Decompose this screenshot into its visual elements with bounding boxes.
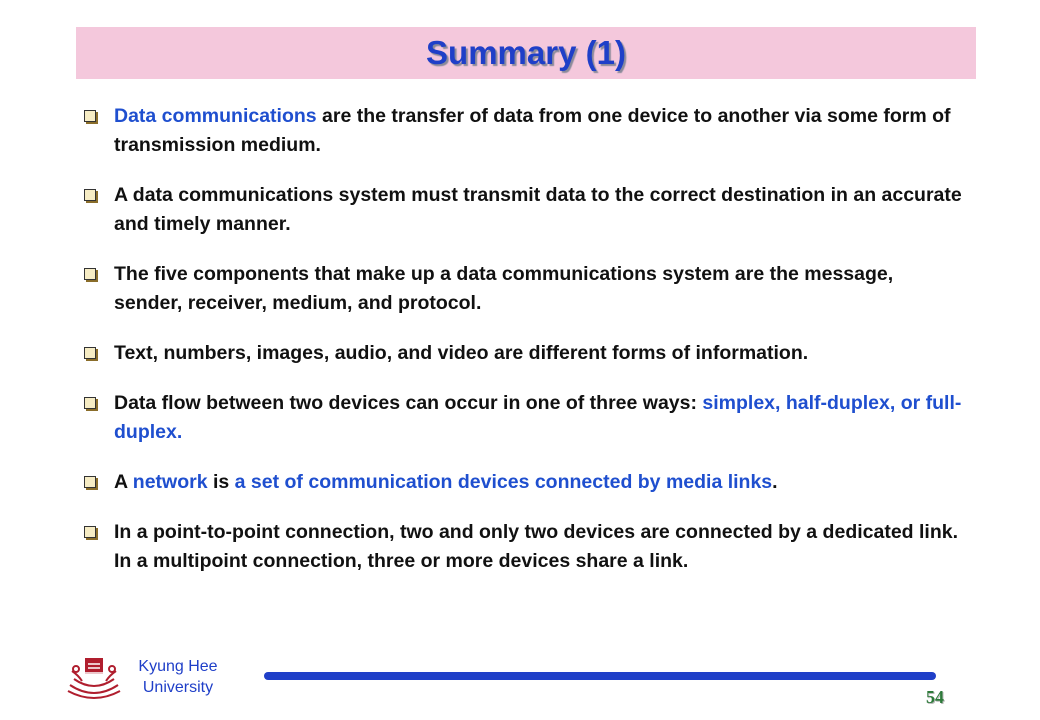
checkbox-bullet-icon xyxy=(84,189,96,201)
university-emblem-icon xyxy=(64,655,124,708)
bullet-text: . xyxy=(772,471,778,493)
bullet-text: The five components that make up a data communications system are the message, sender, receiver, medium, and protocol. xyxy=(114,263,894,314)
checkbox-bullet-icon xyxy=(84,268,96,280)
slide-title: Summary (1) xyxy=(426,34,626,71)
footer-divider xyxy=(264,672,936,680)
bullet-text: Text, numbers, images, audio, and video are different forms of information. xyxy=(114,342,809,364)
highlighted-term: Data communications xyxy=(114,105,317,127)
checkbox-bullet-icon xyxy=(84,526,96,538)
title-bar xyxy=(76,27,976,79)
checkbox-bullet-icon xyxy=(84,476,96,488)
highlighted-term: network xyxy=(132,471,208,493)
highlighted-term: simplex, half-duplex, or full-duplex. xyxy=(114,392,962,443)
university-name-line2: University xyxy=(142,679,214,696)
highlighted-term: a set of communication devices connected by media links xyxy=(234,471,773,493)
checkbox-bullet-icon xyxy=(84,110,96,122)
bullet-item xyxy=(84,518,964,576)
bullet-text: are the transfer of data from one device to another via some form of transmission medium. xyxy=(114,105,951,156)
page-number: 54 xyxy=(926,687,944,707)
bullet-item xyxy=(84,260,964,318)
checkbox-bullet-icon xyxy=(84,397,96,409)
bullet-item xyxy=(84,389,964,447)
bullet-item xyxy=(84,181,964,239)
bullet-text: A xyxy=(114,471,133,493)
university-name xyxy=(126,656,230,698)
bullet-list xyxy=(84,102,964,597)
checkbox-bullet-icon xyxy=(84,347,96,359)
bullet-item xyxy=(84,339,964,368)
university-name-line1: Kyung Hee xyxy=(138,658,218,675)
bullet-text: A data communications system must transmit data to the correct destination in an accurate and timely manner. xyxy=(114,184,962,235)
bullet-item xyxy=(84,102,964,160)
bullet-text: In a point-to-point connection, two and only two devices are connected by a dedicated link. In a multipoint connection, three or more devices share a link. xyxy=(114,521,959,572)
bullet-text: Data flow between two devices can occur in one of three ways: xyxy=(114,392,703,414)
bullet-item xyxy=(84,468,964,497)
bullet-text: is xyxy=(207,471,235,493)
